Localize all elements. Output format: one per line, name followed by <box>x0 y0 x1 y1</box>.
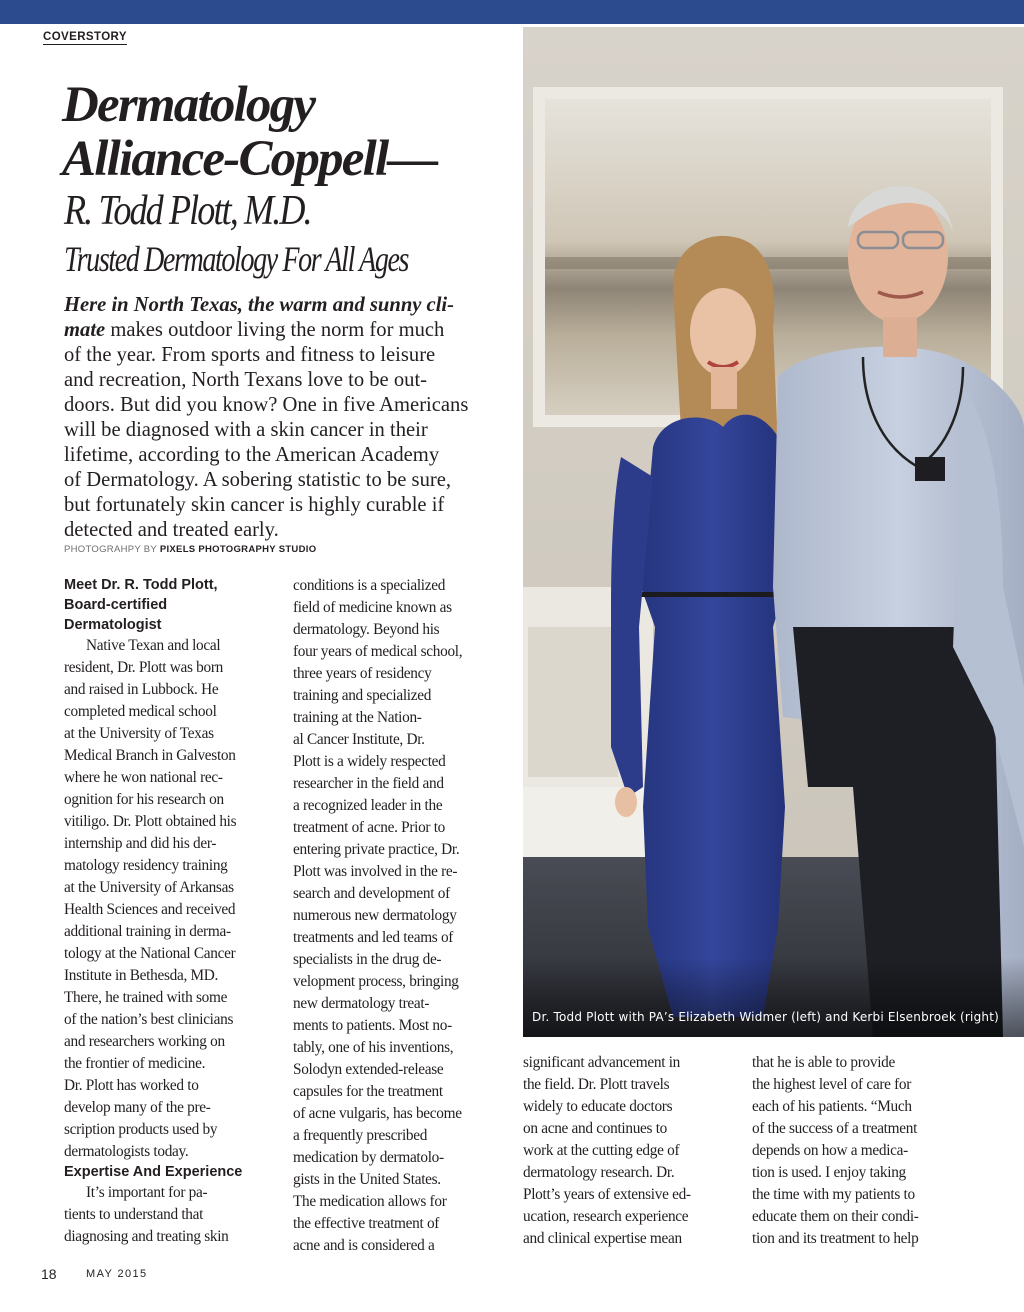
text-line: dermatologists today. <box>64 1143 189 1160</box>
text-line: scription products used by <box>64 1121 218 1138</box>
text-line: at the University of Arkansas <box>64 879 234 896</box>
intro-paragraph: Here in North Texas, the warm and sunny cli- mate makes outdoor living the norm for much of the year. From sports and fitness to leisure and recreation, North Texans love to be out- doors. But did you know? One in five Americans will be diagnosed with a skin cancer in their lifetime, according to the American Academy of Dermatology. A sobering statistic to be sure, but fortunately skin cancer is highly curable if detected and treated early. <box>64 294 469 541</box>
text-line: the frontier of medicine. <box>64 1055 206 1072</box>
text-line: training at the Nation- <box>293 709 422 726</box>
text-line: treatment of acne. Prior to <box>293 819 446 836</box>
text-line: three years of residency <box>293 665 432 682</box>
text-line: tion is used. I enjoy taking <box>752 1164 906 1181</box>
text-line: internship and did his der- <box>64 835 217 852</box>
column-2 <box>293 575 462 1257</box>
text-line: vitiligo. Dr. Plott obtained his <box>64 813 237 830</box>
text-line: training and specialized <box>293 687 432 704</box>
text-line: on acne and continues to <box>523 1120 668 1137</box>
text-line: and clinical expertise mean <box>523 1230 682 1247</box>
text-line: specialists in the drug de- <box>293 951 442 968</box>
text-line: diagnosing and treating skin <box>64 1228 229 1245</box>
text-line: The medication allows for <box>293 1193 447 1210</box>
text-line: acne and is considered a <box>293 1237 435 1254</box>
text-line: four years of medical school, <box>293 643 463 660</box>
text-line: al Cancer Institute, Dr. <box>293 731 425 748</box>
photo-credit: PHOTOGRAHPY BY PIXELS PHOTOGRAPHY STUDIO <box>64 544 317 555</box>
text-line: and researchers working on <box>64 1033 225 1050</box>
text-line: tion and its treatment to help <box>752 1230 919 1247</box>
text-line: educate them on their condi- <box>752 1208 919 1225</box>
text-line: Medical Branch in Galveston <box>64 747 236 764</box>
text-line: new dermatology treat- <box>293 995 430 1012</box>
issue-date: MAY 2015 <box>86 1268 148 1280</box>
text-line: Dr. Plott has worked to <box>64 1077 199 1094</box>
column-1-body <box>64 635 242 1163</box>
text-line: Institute in Bethesda, MD. <box>64 967 219 984</box>
text-line: and raised in Lubbock. He <box>64 681 219 698</box>
doctor-name-title: R. Todd Plott, M.D. <box>64 188 311 234</box>
text-line: capsules for the treatment <box>293 1083 443 1100</box>
text-line: It’s important for pa- <box>86 1184 208 1201</box>
text-line: dermatology. Beyond his <box>293 621 440 638</box>
text-line: resident, Dr. Plott was born <box>64 659 223 676</box>
text-line: ognition for his research on <box>64 791 224 808</box>
text-line: There, he trained with some <box>64 989 228 1006</box>
subheading-meet: Meet Dr. R. Todd Plott, <box>64 577 218 593</box>
text-line: researcher in the field and <box>293 775 444 792</box>
text-line: of acne vulgaris, has become <box>293 1105 462 1122</box>
headline-line-1: Dermatology <box>62 77 315 133</box>
text-line: field of medicine known as <box>293 599 452 616</box>
text-line: each of his patients. “Much <box>752 1098 912 1115</box>
text-line: the time with my patients to <box>752 1186 915 1203</box>
text-line: entering private practice, Dr. <box>293 841 460 858</box>
cover-photo <box>523 27 1024 1037</box>
column-3 <box>523 1052 691 1250</box>
text-line: ments to patients. Most no- <box>293 1017 452 1034</box>
text-line: the effective treatment of <box>293 1215 440 1232</box>
text-line: work at the cutting edge of <box>523 1142 680 1159</box>
text-line: Health Sciences and received <box>64 901 236 918</box>
text-line: Solodyn extended-release <box>293 1061 444 1078</box>
text-line: medication by dermatolo- <box>293 1149 444 1166</box>
text-line: the highest level of care for <box>752 1076 912 1093</box>
text-line: where he won national rec- <box>64 769 223 786</box>
text-line: ucation, research experience <box>523 1208 689 1225</box>
text-line: gists in the United States. <box>293 1171 441 1188</box>
text-line: Native Texan and local <box>86 637 221 654</box>
text-line: of the nation’s best clinicians <box>64 1011 234 1028</box>
text-line: at the University of Texas <box>64 725 214 742</box>
top-color-bar <box>0 0 1024 24</box>
text-line: develop many of the pre- <box>64 1099 211 1116</box>
text-line: dermatology research. Dr. <box>523 1164 675 1181</box>
text-line: that he is able to provide <box>752 1054 896 1071</box>
column-4 <box>752 1052 919 1250</box>
text-line: depends on how a medica- <box>752 1142 908 1159</box>
text-line: a recognized leader in the <box>293 797 443 814</box>
section-label: COVERSTORY <box>43 31 127 43</box>
photo-caption: Dr. Todd Plott with PA’s Elizabeth Widmer (left) and Kerbi Elsenbroek (right) <box>532 1010 999 1024</box>
text-line: of the success of a treatment <box>752 1120 918 1137</box>
page-number: 18 <box>41 1266 57 1282</box>
text-line: significant advancement in <box>523 1054 681 1071</box>
text-line: additional training in derma- <box>64 923 231 940</box>
text-line: treatments and led teams of <box>293 929 454 946</box>
text-line: velopment process, bringing <box>293 973 459 990</box>
text-line: search and development of <box>293 885 450 902</box>
text-line: Plott is a widely respected <box>293 753 446 770</box>
text-line: a frequently prescribed <box>293 1127 428 1144</box>
text-line: conditions is a specialized <box>293 577 446 594</box>
text-line: numerous new dermatology <box>293 907 457 924</box>
text-line: widely to educate doctors <box>523 1098 673 1115</box>
text-line: tably, one of his inventions, <box>293 1039 454 1056</box>
tagline: Trusted Dermatology For All Ages <box>64 239 409 279</box>
text-line: tients to understand that <box>64 1206 204 1223</box>
text-line: Plott’s years of extensive ed- <box>523 1186 691 1203</box>
text-line: matology residency training <box>64 857 228 874</box>
column-1: Meet Dr. R. Todd Plott, Board-certified Dermatologist Native Texan and local resident, Dr. Plott was born and raised in Lubbock. He completed medical school at the University of Texas Medical Branch in Galveston where he won national rec- ognition for his research on vitiligo. Dr. Plott obtained his internship and did his der- matology residency training at the University of Arkansas Health Sciences and received additional training in derma- tology at the National Cancer Institute in Bethesda, MD. There, he trained with some of the nation’s best clinicians and researchers working on the frontier of medicine. Dr. Plott has worked to develop many of the pre- scription products used by dermatologists today. Expertise And Experience It’s important for pa- tients to understand that diagnosing and treating skin <box>64 575 242 1248</box>
text-line: the field. Dr. Plott travels <box>523 1076 670 1093</box>
column-1-body-2 <box>64 1182 242 1248</box>
headline-line-2: Alliance-Coppell— <box>62 131 437 187</box>
text-line: tology at the National Cancer <box>64 945 236 962</box>
text-line: completed medical school <box>64 703 217 720</box>
text-line: Plott was involved in the re- <box>293 863 458 880</box>
subheading-expertise: Expertise And Experience <box>64 1164 243 1180</box>
